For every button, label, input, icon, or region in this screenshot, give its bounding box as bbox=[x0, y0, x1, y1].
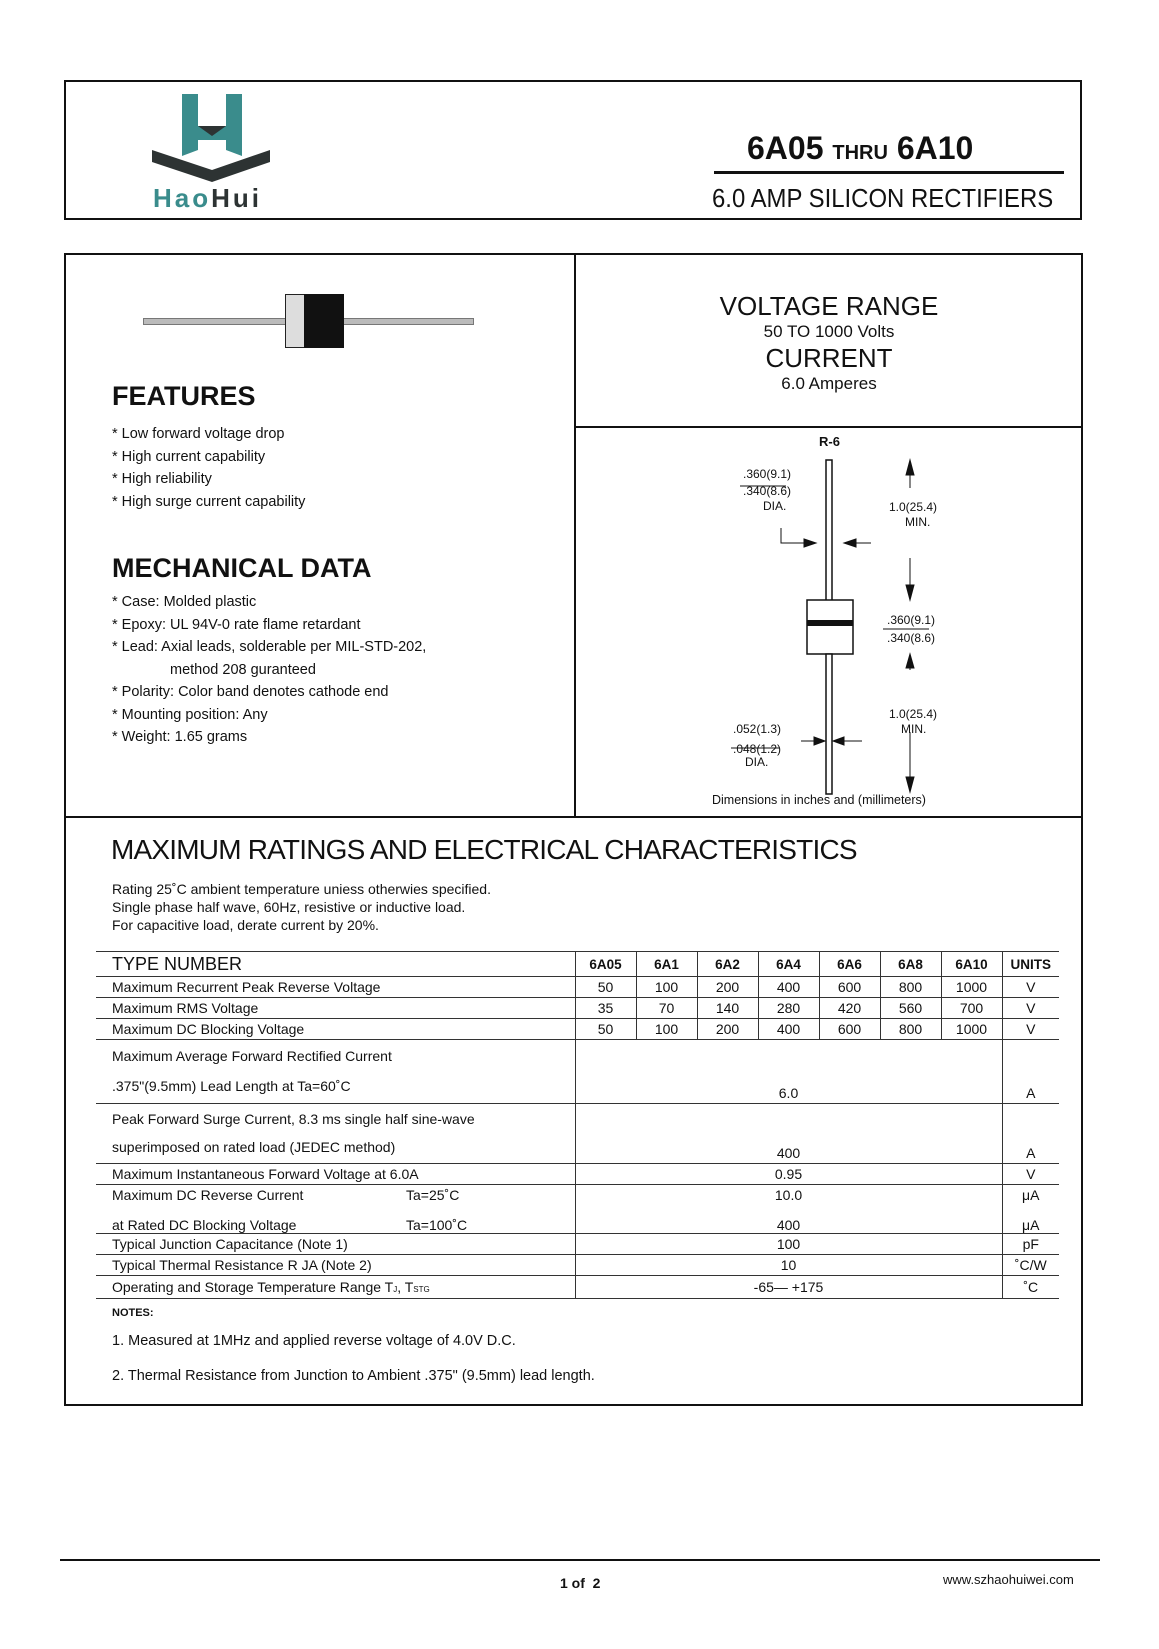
list-item: * High surge current capability bbox=[112, 493, 306, 510]
lead-length-top-min: MIN. bbox=[905, 515, 931, 529]
lead-length-bottom: 1.0(25.4) bbox=[889, 707, 938, 721]
diode-illustration bbox=[143, 294, 474, 348]
characteristics-table bbox=[96, 951, 1059, 1299]
list-item: * Lead: Axial leads, solderable per MIL-STD-202, bbox=[112, 639, 427, 655]
body-dia-label: DIA. bbox=[763, 499, 787, 513]
list-item: * Polarity: Color band denotes cathode end bbox=[112, 684, 389, 700]
tstg-subscript: STG bbox=[413, 1285, 430, 1294]
type-header-cell: 6A10 bbox=[941, 952, 1002, 977]
temperature-range-value: -65— +175 bbox=[575, 1276, 1002, 1299]
rating-value-cell: 800 bbox=[880, 977, 941, 998]
forward-voltage-row bbox=[96, 1164, 1059, 1185]
reverse-current-label bbox=[96, 1185, 575, 1206]
table-header-row bbox=[96, 952, 1059, 977]
rating-row bbox=[96, 977, 1059, 998]
thermal-resistance-unit: ˚C/W bbox=[1002, 1255, 1059, 1276]
reverse-current-value-25: 10.0 bbox=[575, 1185, 1002, 1206]
voltage-range-label: VOLTAGE RANGE bbox=[719, 291, 939, 321]
rating-value-cell: 140 bbox=[697, 998, 758, 1019]
surge-current-value: 400 bbox=[575, 1104, 1002, 1164]
rating-value-cell: 1000 bbox=[941, 977, 1002, 998]
rating-unit-cell: V bbox=[1002, 1019, 1059, 1040]
characteristics-title: MAXIMUM RATINGS AND ELECTRICAL CHARACTERISTICS bbox=[111, 834, 857, 865]
brand-name bbox=[153, 183, 262, 214]
brand-name-part2: Hui bbox=[211, 183, 263, 213]
rating-unit-cell: V bbox=[1002, 977, 1059, 998]
reverse-current-row-100 bbox=[96, 1205, 1059, 1234]
title-rule bbox=[714, 171, 1064, 174]
avg-current-unit: A bbox=[1002, 1040, 1059, 1104]
rating-value-cell: 50 bbox=[575, 1019, 636, 1040]
list-item: * Weight: 1.65 grams bbox=[112, 729, 248, 745]
reverse-current-text-2: at Rated DC Blocking Voltage bbox=[112, 1217, 297, 1233]
note-2: 2. Thermal Resistance from Junction to Ambient .375" (9.5mm) lead length. bbox=[112, 1368, 595, 1384]
temperature-range-unit: ˚C bbox=[1002, 1276, 1059, 1299]
rating-value-cell: 50 bbox=[575, 977, 636, 998]
current-label: CURRENT bbox=[765, 343, 893, 373]
diode-band bbox=[285, 294, 305, 348]
rating-value-cell: 100 bbox=[636, 977, 697, 998]
body-len-min: .340(8.6) bbox=[887, 631, 936, 645]
reverse-current-value-100: 400 bbox=[575, 1205, 1002, 1234]
mechanical-list bbox=[112, 591, 426, 749]
rating-value-cell: 600 bbox=[819, 977, 880, 998]
rating-conditions bbox=[112, 880, 491, 934]
divider-h-main bbox=[64, 816, 1083, 818]
junction-capacitance-label: Typical Junction Capacitance (Note 1) bbox=[96, 1234, 575, 1255]
surge-line1: Peak Forward Surge Current, 8.3 ms single half sine-wave bbox=[112, 1111, 475, 1127]
surge-current-label bbox=[96, 1104, 575, 1164]
part-from: 6A05 bbox=[747, 130, 824, 166]
lead-length-top: 1.0(25.4) bbox=[889, 500, 938, 514]
lead-length-bottom-min: MIN. bbox=[901, 722, 927, 736]
type-number-header: TYPE NUMBER bbox=[96, 952, 575, 977]
avg-current-label bbox=[96, 1040, 575, 1104]
rating-value-cell: 400 bbox=[758, 1019, 819, 1040]
type-header-cell: 6A05 bbox=[575, 952, 636, 977]
rating-value-cell: 400 bbox=[758, 977, 819, 998]
rating-value-cell: 560 bbox=[880, 998, 941, 1019]
forward-voltage-label: Maximum Instantaneous Forward Voltage at 6.0A bbox=[96, 1164, 575, 1185]
brand-name-part1: Hao bbox=[153, 183, 212, 213]
avg-current-value: 6.0 bbox=[575, 1040, 1002, 1104]
body-len-max: .360(9.1) bbox=[887, 613, 936, 627]
footer-rule bbox=[60, 1559, 1100, 1561]
condition-line: For capacitive load, derate current by 20%. bbox=[112, 917, 379, 933]
package-outline-drawing bbox=[576, 428, 1082, 816]
temperature-range-text: Operating and Storage Temperature Range T bbox=[112, 1279, 394, 1295]
rating-value-cell: 35 bbox=[575, 998, 636, 1019]
rating-value-cell: 100 bbox=[636, 1019, 697, 1040]
reverse-current-unit-100: μA bbox=[1002, 1205, 1059, 1234]
rating-value-cell: 70 bbox=[636, 998, 697, 1019]
mechanical-title: MECHANICAL DATA bbox=[112, 553, 372, 583]
list-item: * Case: Molded plastic bbox=[112, 594, 257, 610]
condition-line: Rating 25˚C ambient temperature uniess otherwies specified. bbox=[112, 881, 491, 897]
surge-line2: superimposed on rated load (JEDEC method) bbox=[112, 1139, 396, 1155]
rating-value-cell: 200 bbox=[697, 1019, 758, 1040]
part-to: 6A10 bbox=[896, 130, 974, 166]
list-item: * Epoxy: UL 94V-0 rate flame retardant bbox=[112, 616, 361, 633]
avg-current-line2: .375"(9.5mm) Lead Length at Ta=60˚C bbox=[112, 1078, 351, 1094]
rating-row-label: Maximum DC Blocking Voltage bbox=[96, 1019, 575, 1040]
current-value: 6.0 Amperes bbox=[781, 374, 877, 393]
forward-voltage-value: 0.95 bbox=[575, 1164, 1002, 1185]
rating-value-cell: 1000 bbox=[941, 1019, 1002, 1040]
list-item: method 208 guranteed bbox=[170, 661, 316, 678]
forward-voltage-unit: V bbox=[1002, 1164, 1059, 1185]
temperature-range-label bbox=[96, 1276, 575, 1299]
body-dia-max: .360(9.1) bbox=[743, 467, 792, 481]
junction-capacitance-row bbox=[96, 1234, 1059, 1255]
lead-dia-label: DIA. bbox=[745, 755, 769, 769]
reverse-current-text: Maximum DC Reverse Current bbox=[112, 1187, 304, 1203]
reverse-current-unit-25: μA bbox=[1002, 1185, 1059, 1206]
condition-line: Single phase half wave, 60Hz, resistive or inductive load. bbox=[112, 899, 466, 915]
diode-body bbox=[304, 294, 344, 348]
features-list bbox=[112, 423, 305, 513]
thermal-resistance-value: 10 bbox=[575, 1255, 1002, 1276]
rating-value-cell: 420 bbox=[819, 998, 880, 1019]
rating-value-cell: 200 bbox=[697, 977, 758, 998]
temperature-range-sep: , T bbox=[397, 1279, 414, 1295]
rating-row-label: Maximum Recurrent Peak Reverse Voltage bbox=[96, 977, 575, 998]
rating-value-cell: 800 bbox=[880, 1019, 941, 1040]
reverse-current-row-25 bbox=[96, 1185, 1059, 1206]
package-name: R-6 bbox=[819, 434, 840, 449]
page-number: 1 of 2 bbox=[560, 1575, 601, 1591]
website-url: www.szhaohuiwei.com bbox=[943, 1572, 1074, 1587]
rating-value-cell: 700 bbox=[941, 998, 1002, 1019]
list-item: * High current capability bbox=[112, 448, 266, 465]
list-item: * Low forward voltage drop bbox=[112, 426, 285, 442]
temperature-range-row bbox=[96, 1276, 1059, 1299]
dimensions-footnote: Dimensions in inches and (millimeters) bbox=[712, 793, 926, 807]
surge-current-unit: A bbox=[1002, 1104, 1059, 1164]
avg-current-line1: Maximum Average Forward Rectified Current bbox=[112, 1048, 392, 1064]
reverse-current-cond-25: Ta=25˚C bbox=[406, 1187, 460, 1203]
rating-row bbox=[96, 998, 1059, 1019]
rating-row bbox=[96, 1019, 1059, 1040]
units-header: UNITS bbox=[1002, 952, 1059, 977]
note-1: 1. Measured at 1MHz and applied reverse voltage of 4.0V D.C. bbox=[112, 1333, 516, 1349]
junction-capacitance-value: 100 bbox=[575, 1234, 1002, 1255]
junction-capacitance-unit: pF bbox=[1002, 1234, 1059, 1255]
rating-value-cell: 280 bbox=[758, 998, 819, 1019]
notes-title: NOTES: bbox=[112, 1307, 154, 1319]
tj-subscript: J bbox=[393, 1285, 398, 1294]
rating-row-label: Maximum RMS Voltage bbox=[96, 998, 575, 1019]
type-header-cell: 6A8 bbox=[880, 952, 941, 977]
avg-current-row bbox=[96, 1040, 1059, 1104]
features-title: FEATURES bbox=[112, 381, 256, 411]
type-header-cell: 6A1 bbox=[636, 952, 697, 977]
rating-unit-cell: V bbox=[1002, 998, 1059, 1019]
list-item: * Mounting position: Any bbox=[112, 706, 268, 723]
thermal-resistance-row bbox=[96, 1255, 1059, 1276]
brand-logo bbox=[150, 90, 274, 186]
part-range-title bbox=[747, 130, 973, 167]
list-item: * High reliability bbox=[112, 471, 212, 487]
lead-dia-max: .052(1.3) bbox=[733, 722, 782, 736]
rating-value-cell: 600 bbox=[819, 1019, 880, 1040]
lead-dia-min: .048(1.2) bbox=[733, 742, 782, 756]
reverse-current-label-2 bbox=[96, 1205, 575, 1234]
thru-word: THRU bbox=[832, 142, 888, 164]
type-header-cell: 6A4 bbox=[758, 952, 819, 977]
voltage-range-value: 50 TO 1000 Volts bbox=[763, 322, 895, 341]
type-header-cell: 6A2 bbox=[697, 952, 758, 977]
body-dia-min: .340(8.6) bbox=[743, 484, 792, 498]
type-header-cell: 6A6 bbox=[819, 952, 880, 977]
subtitle: 6.0 AMP SILICON RECTIFIERS bbox=[712, 183, 1054, 213]
thermal-resistance-label: Typical Thermal Resistance R JA (Note 2) bbox=[96, 1255, 575, 1276]
ratings-summary bbox=[576, 290, 1082, 394]
surge-current-row bbox=[96, 1104, 1059, 1164]
reverse-current-cond-100: Ta=100˚C bbox=[406, 1217, 468, 1233]
